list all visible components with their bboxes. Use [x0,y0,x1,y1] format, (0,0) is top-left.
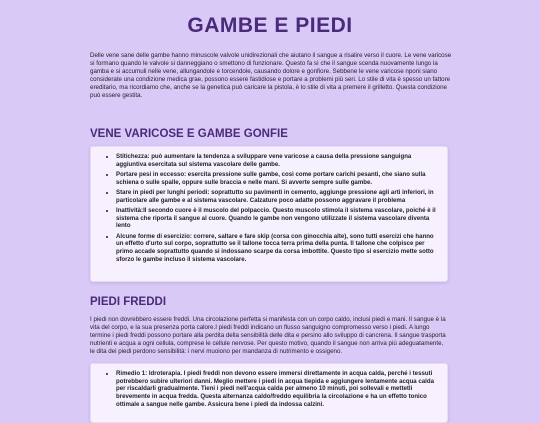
list-item: • Rimedio 1: Idroterapia. I piedi freddi non devono essere immersi direttamente in acqua calda, perché i tessuti potrebbero subire ulteriori danni. Meglio mettere i piedi in acqua tiepida e aggiungere lentamente acqua calda per riscaldarli gradualmente. Tieni i piedi nell'acqua calda per almeno 10 minuti, poi sollevali e mettetli brevemente in acqua fredda. Questa alternanza caldo/freddo equilibria la circolazione e ha un effetto tonico ottimale a sangue nelle gambe. Assicura bene i piedi da indossa calzini. [116,370,439,409]
list-item: • Stare in piedi per lunghi periodi: soprattutto su pavimenti in cemento, aggiunge pressione agli arti inferiori, in particolare alle gambe e al sistema vascolare. Calzature poco adatte possono aggravare il problema [116,189,439,204]
cold-feet-remedies-card [90,363,448,423]
cold-feet-remedies-list [91,370,439,409]
page-title: GAMBE E PIEDI [187,14,353,37]
varicose-causes-card [90,146,448,282]
list-item: • Portare pesi in eccesso: esercita pressione sulle gambe, così come portare carichi pesanti, che siano sulla schiena o sulle spalle, oppure sulle braccia e nelle mani. Si avverte sempre sulle gambe. [116,171,439,186]
cold-feet-paragraph: I piedi non dovrebbero essere freddi. Una circolazione perfetta si manifesta con un corpo caldo, inclusi piedi e mani. Il sangue è la vita del corpo, e la sua presenza porta calore.I piedi freddi indicano un flusso sanguigno compromesso verso i piedi. A lungo termine i piedi freddi possono portare alla perdita della sensibilità delle dita e persino allo sviluppo di cancrena. Il sangue trasporta nutrienti e acqua a ogni cellula, comprese le cellule nervose. Per questo motivo, quando il sangue non arriva più adeguatamente, le dita dei piedi perdono sensibilità: i nervi muoiono per mandanza di nutrimento e ossigeno. [90,316,446,356]
section-heading-varicose: VENE VARICOSE E GAMBE GONFIE [90,128,288,140]
intro-paragraph: Delle vene sane delle gambe hanno minuscole valvole unidirezionali che aiutano il sangue a risalire verso il cuore. Le vene varicose si formano quando le valvole si danneggiano o smettono di funzionare. Questo fa sì che il sangue scenda nuovamente lungo la gamba e si accumuli nelle vene, allungandole e torcendole, causando dolore e gonfiore. Sebbene le vene varicose nponi siano considerate una condizione medica grae, possono essere fastidiose e portare a problemi più seri. Lo stile di vita è spesso un fattore ereditario, ma ricordiamo che, anche se la genetica può caricare la pistola, è lo stile di vita a premere il grilletto. Questa condizione può essere gestita. [90,52,452,100]
list-item: • Inattività:Il secondo cuore è il muscolo del polpaccio. Questo muscolo stimola il sistema vascolare, poiché è il sistema che riporta il sangue al cuore. Quando le gambe non vengono utilizzate il sistema vascolare diventa lento [116,207,439,230]
list-item: • Stitichezza: può aumentare la tendenza a sviluppare vene varicose a causa della pressione sanguigna aggiuntiva esercitata sul sistema vascolare delle gambe. [116,153,439,168]
varicose-causes-list [91,153,439,264]
list-item: • Alcune forme di esercizio: correre, saltare e fare skip (corsa con ginocchia alte), sono tutti esercizi che hanno un effetto d'urto sul corpo, soprattutto se il tallone tocca terra prima della punta. Il tallone che colpisce per primo accade soprattutto quando si indossano scarpe da corsa imbottite. Questo tipo si esercizio mette sotto sforzo le gambe incluso il sistema vascolare. [116,233,439,264]
section-heading-cold-feet: PIEDI FREDDI [90,296,167,308]
